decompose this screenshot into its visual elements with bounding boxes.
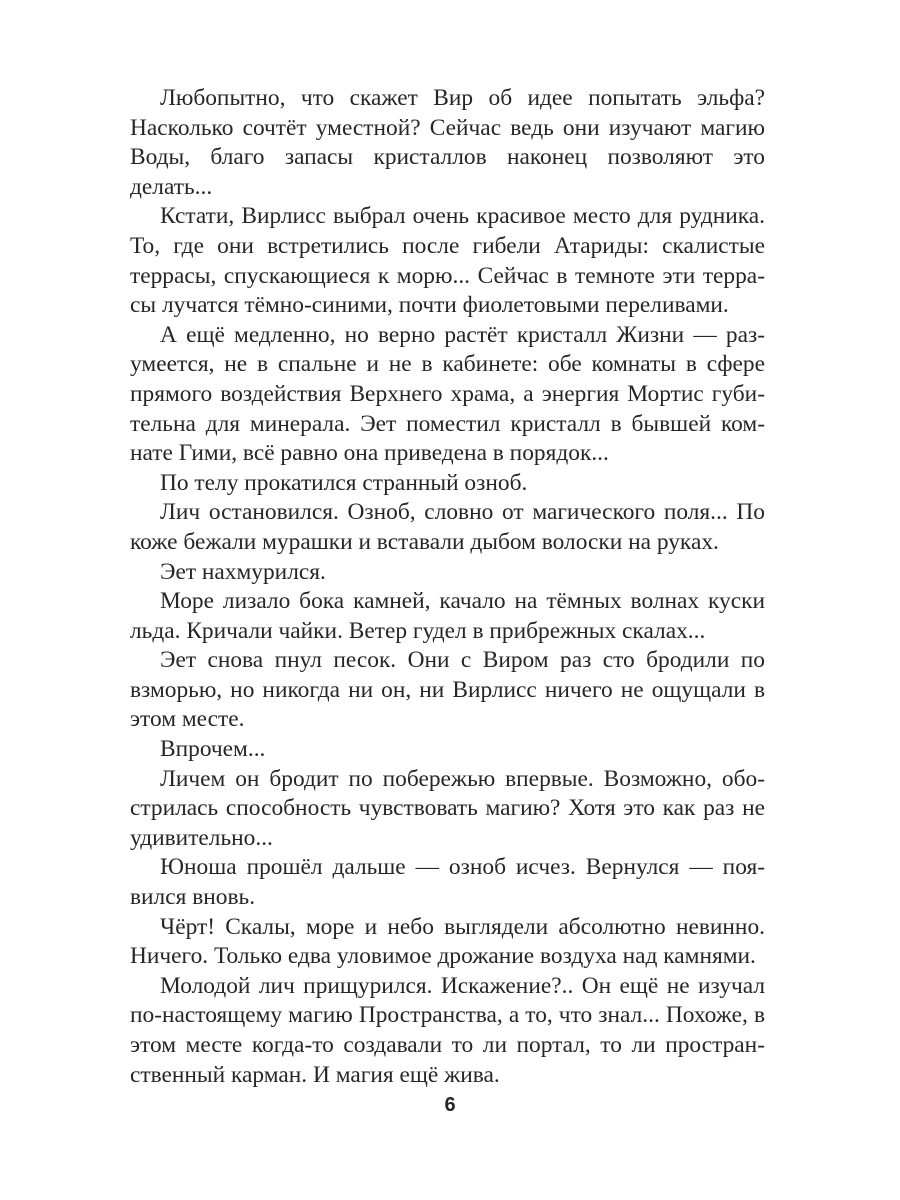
paragraph: Кстати, Вирлисс выбрал очень красивое место для рудника. То, где они встретились после гибели Атариды: скалистые террасы, спускающиеся к морю... Сейчас в темноте эти террасы лучатся тёмно-синими, почти фиолетовыми переливами. xyxy=(130,203,765,319)
paragraph: Молодой лич прищурился. Искажение?.. Он ещё не изучал по-настоящему магию Пространства, а то, что знал... Похоже, в этом месте когда-то создавали то ли портал, то ли пространственный карман. И магия ещё жива. xyxy=(130,972,765,1088)
paragraph: По телу прокатился странный озноб. xyxy=(160,469,528,496)
page-number: 6 xyxy=(444,1094,456,1116)
paragraph: Юноша прошёл дальше — озноб исчез. Вернулся — появился вновь. xyxy=(130,854,765,911)
paragraph: Лич остановился. Озноб, словно от магического поля... По коже бежали мурашки и вставали дыбом волоски на руках. xyxy=(130,499,765,555)
paragraph: Эет снова пнул песок. Они с Виром раз сто бродили по взморью, но никогда ни он, ни Вирлисс ничего не ощущали в этом месте. xyxy=(130,647,765,733)
paragraph: Впрочем... xyxy=(160,736,266,763)
body-text xyxy=(130,84,765,1090)
paragraph: Чёрт! Скалы, море и небо выглядели абсолютно невинно. Ничего. Только едва уловимое дрожание воздуха над камнями. xyxy=(130,913,765,970)
paragraph: Любопытно, что скажет Вир об идее попытать эльфа? Насколько сочтёт уместной? Сейчас ведь они изучают магию Воды, благо запасы кристаллов наконец позволяют это делать... xyxy=(130,85,765,200)
paragraph: А ещё медленно, но верно растёт кристалл Жизни — разумеется, не в спальне и не в кабинете: обе комнаты в сфере прямого воздействия Верхнего храма, а энергия Мортис губительна для минерала. Эет поместил кристалл в бывшей комнате Гими, всё равно она приведена в порядок... xyxy=(130,321,765,467)
paragraph: Море лизало бока камней, качало на тёмных волнах куски льда. Кричали чайки. Ветер гудел в прибрежных скалах... xyxy=(130,588,765,644)
paragraph: Эет нахмурился. xyxy=(160,558,326,585)
paragraph: Личем он бродит по побережью впервые. Возможно, обострилась способность чувствовать магию? Хотя это как раз не удивительно... xyxy=(130,765,765,851)
